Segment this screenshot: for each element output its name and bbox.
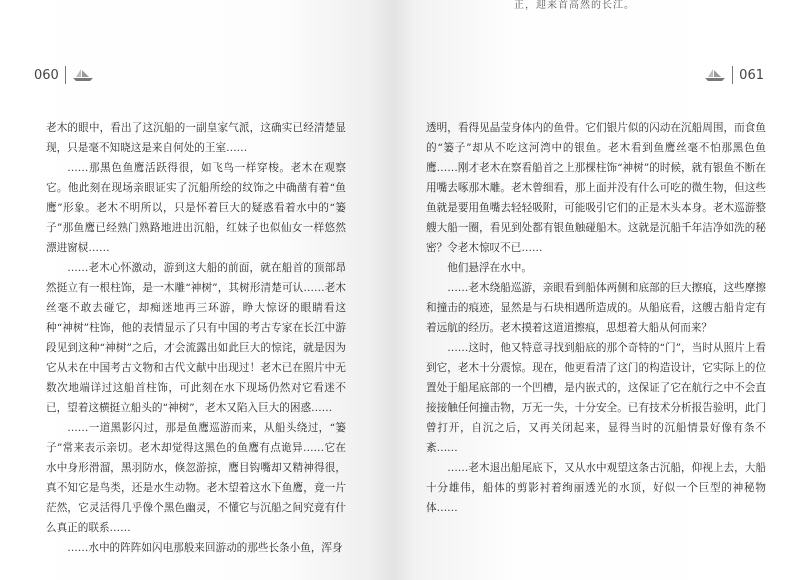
left-page-number: 060	[34, 67, 59, 83]
right-page-number: 061	[739, 67, 764, 83]
left-body-text	[46, 118, 346, 558]
left-folio	[34, 66, 94, 84]
left-page	[0, 0, 395, 580]
paragraph: ……老木绕船巡游，亲眼看到船体两侧和底部的巨大擦痕，这些摩擦和撞击的痕迹，显然是与石块相遇所造成的。从船底看，这艘古船肯定有着远航的经历。老木摸着这道道擦痕，思想着大船从何而来？	[426, 282, 766, 334]
paragraph: ……老木心怀激动，游到这大船的前面，就在船首的顶部昂然挺立有一根柱饰，是一木雕“神树”，其树形清楚可认……老木丝毫不敢去碰它，却痴迷地再三环游，睁大惊讶的眼睛看这种“神树”柱饰，他的表情显示了只有中国的考古专家在长江中游段见到这种“神树”之后，才会流露出如此巨大的惊诧，就是因为它从未在中国考古文物和古代文献中出现过！老木已在照片中无数次地端详过这船首柱饰，可此刻在水下现场仍然对它看迷不已，望着这横挺立船头的“神树”，老木又陷入巨大的困惑……	[46, 262, 346, 414]
paragraph: 老木的眼中，看出了这沉船的一副皇家气派，这确实已经清楚显现，只是毫不知晓这是来自何处的王室……	[46, 122, 346, 154]
paragraph: ……那黑色鱼鹰活跃得很，如飞鸟一样穿梭。老木在观察它。他此刻在现场亲眼证实了沉船所绘的纹饰之中确凿有着“鱼鹰”形象。老木不明所以，只是怀着巨大的疑惑看着水中的“篓子”那鱼鹰已经熟门熟路地进出沉船，红妹子也似仙女一样悠然漂进窗棂……	[46, 162, 346, 254]
folio-divider	[732, 66, 733, 84]
right-folio	[704, 66, 764, 84]
paragraph: 他们悬浮在水中。	[447, 262, 532, 274]
boat-icon	[72, 68, 94, 82]
paragraph: ……水中的阵阵如闪电那般来回游动的那些长条小鱼，浑身	[67, 542, 343, 554]
boat-icon	[704, 68, 726, 82]
paragraph: 透明，看得见晶莹身体内的鱼骨。它们银片似的闪动在沉船周围，而食鱼的“篓子”却从不吃这河湾中的银鱼。老木看到鱼鹰丝毫不怕那黑色鱼鹰……刚才老木在察看船首之上那棵柱饰“神树”的时候，就有银鱼不断在用嘴去啄那木雕。老木曾细看，那上面并没有什么可吃的微生物，但这些鱼就是要用鱼嘴去轻轻吸附，可能吸引它们的正是木头本身。老木巡游整艘大船一圈，看见到处都有银鱼触碰船木。这就是沉船千年洁净如洗的秘密？令老木惊叹不已……	[426, 122, 766, 254]
right-page	[395, 0, 800, 580]
folio-divider	[65, 66, 66, 84]
paragraph: ……老木退出船尾底下，又从水中观望这条古沉船，仰视上去，大船十分雄伟，船体的剪影衬着绚丽透光的水顶，好似一个巨型的神秘物体……	[426, 462, 766, 514]
paragraph: ……一道黑影闪过，那是鱼鹰巡游而来，从船头绕过，“篓子”常来表示亲切。老木却觉得这黑色的鱼鹰有点诡异……它在水中身形滑溜，黑羽防水，倏忽游掠，鹰目钩嘴却又精神得很，真不知它是鸟类，还是水生动物。老木望着这水下鱼鹰，竟一片茫然，它灵活得几乎像个黑色幽灵，不懂它与沉船之间究竟有什么真正的联系……	[46, 422, 346, 534]
paragraph: ……这时，他又特意寻找到船底的那个奇特的“门”，当时从照片上看到它，老木十分震惊。现在，他更看清了这门的构造设计，它实际上的位置处于船尾底部的一个凹槽，是内嵌式的，这保证了它在航行之中不会直接接触任何撞击物，万无一失，十分安全。已有技术分析报告验明，此门曾打开，自沉之后，又再关闭起来，显得当时的沉船情景好像有条不紊……	[426, 342, 766, 454]
running-text-top: 正，迎来首高然的长江。	[514, 0, 635, 11]
right-body-text	[426, 118, 766, 518]
